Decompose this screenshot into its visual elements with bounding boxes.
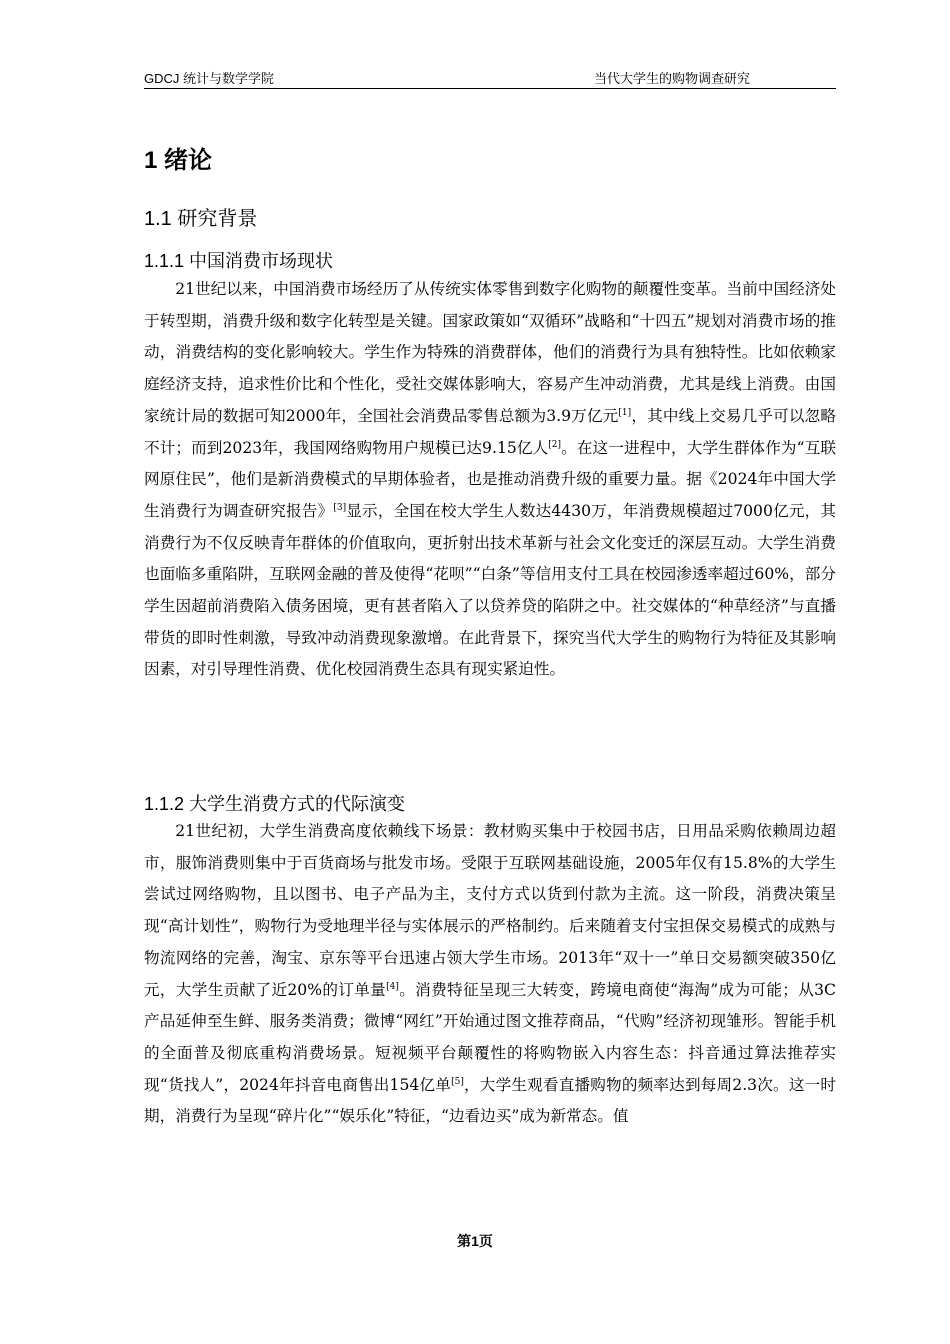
page-number: 第1页: [457, 1233, 493, 1249]
paragraph-2-text-b: 。消费特征呈现三大转变，跨境电商使“海淘”成为可能；从3C产品延伸至生鲜、服务类消费；微博“网红”开始通过图文推荐商品，“代购”经济初现雏形。智能手机的全面普及彻底重构消费场景。短视频平台颠覆性的将购物嵌入内容生态：抖音通过算法推荐实现“货找人”，2024年抖音电商售出154亿单: [144, 980, 836, 1094]
paragraph-2-text-a: 21世纪初，大学生消费高度依赖线下场景：教材购买集中于校园书店，日用品采购依赖周边超市，服饰消费则集中于百货商场与批发市场。受限于互联网基础设施，2005年仅有15.8%的大学生尝试过网络购物，且以图书、电子产品为主，支付方式以货到付款为主流。这一阶段，消费决策呈现“高计划性”，购物行为受地理半径与实体展示的严格制约。后来随着支付宝担保交易模式的成熟与物流网络的完善，淘宝、京东等平台迅速占领大学生市场。2013年“双十一”单日交易额突破350亿元，大学生贡献了近20%的订单量: [144, 822, 836, 999]
header-paper-title: 当代大学生的购物调查研究: [593, 71, 750, 86]
paragraph-2-text-c: ，大学生观看直播购物的频率达到每周2.3次。这一时期，消费行为呈现“碎片化”“娱乐化”特征，“边看边买”成为新常态。值: [144, 1075, 836, 1126]
paragraph-2: [144, 816, 836, 1133]
chapter-title: 1 绪论: [144, 147, 213, 174]
citation-5: [5]: [451, 1076, 464, 1087]
citation-2: [2]: [548, 439, 562, 450]
paragraph-1-text-c: 。在这一进程中，大学生群体作为“互联网原住民”，他们是新消费模式的早期体验者，也是推动消费升级的重要力量。据《2024年中国大学生消费行为调查研究报告》: [144, 438, 836, 520]
section-title: 1.1 研究背景: [144, 208, 258, 230]
citation-4: [4]: [386, 981, 399, 992]
subsection-title-1: 1.1.1 中国消费市场现状: [144, 251, 334, 271]
paragraph-1-text-b: ，其中线上交易几乎可以忽略不计；而到2023年，我国网络购物用户规模已达9.15亿人: [144, 406, 836, 457]
paragraph-1-text-d: 显示，全国在校大学生人数达4430万，年消费规模超过7000亿元，其消费行为不仅反映青年群体的价值取向，更折射出技术革新与社会文化变迁的深层互动。大学生消费也面临多重陷阱，互联网金融的普及使得“花呗”“白条”等信用支付工具在校园渗透率超过60%，部分学生因超前消费陷入债务困境，更有甚者陷入了以贷养贷的陷阱之中。社交媒体的“种草经济”与直播带货的即时性刺激，导致冲动消费现象激增。在此背景下，探究当代大学生的购物行为特征及其影响因素，对引导理性消费、优化校园消费生态具有现实紧迫性。: [144, 501, 836, 679]
header-institution: GDCJ 统计与数学学院: [144, 71, 275, 86]
citation-1: [1]: [618, 407, 632, 418]
paragraph-1: [144, 274, 836, 686]
citation-3: [3]: [333, 502, 347, 513]
page-header: [144, 66, 836, 89]
paragraph-1-text-a: 21世纪以来，中国消费市场经历了从传统实体零售到数字化购物的颠覆性变革。当前中国经济处于转型期，消费升级和数字化转型是关键。国家政策如“双循环”战略和“十四五”规划对消费市场的推动，消费结构的变化影响较大。学生作为特殊的消费群体，他们的消费行为具有独特性。比如依赖家庭经济支持，追求性价比和个性化，受社交媒体影响大，容易产生冲动消费，尤其是线上消费。由国家统计局的数据可知2000年，全国社会消费品零售总额为3.9万亿元: [144, 280, 836, 425]
subsection-title-2: 1.1.2 大学生消费方式的代际演变: [144, 794, 406, 814]
